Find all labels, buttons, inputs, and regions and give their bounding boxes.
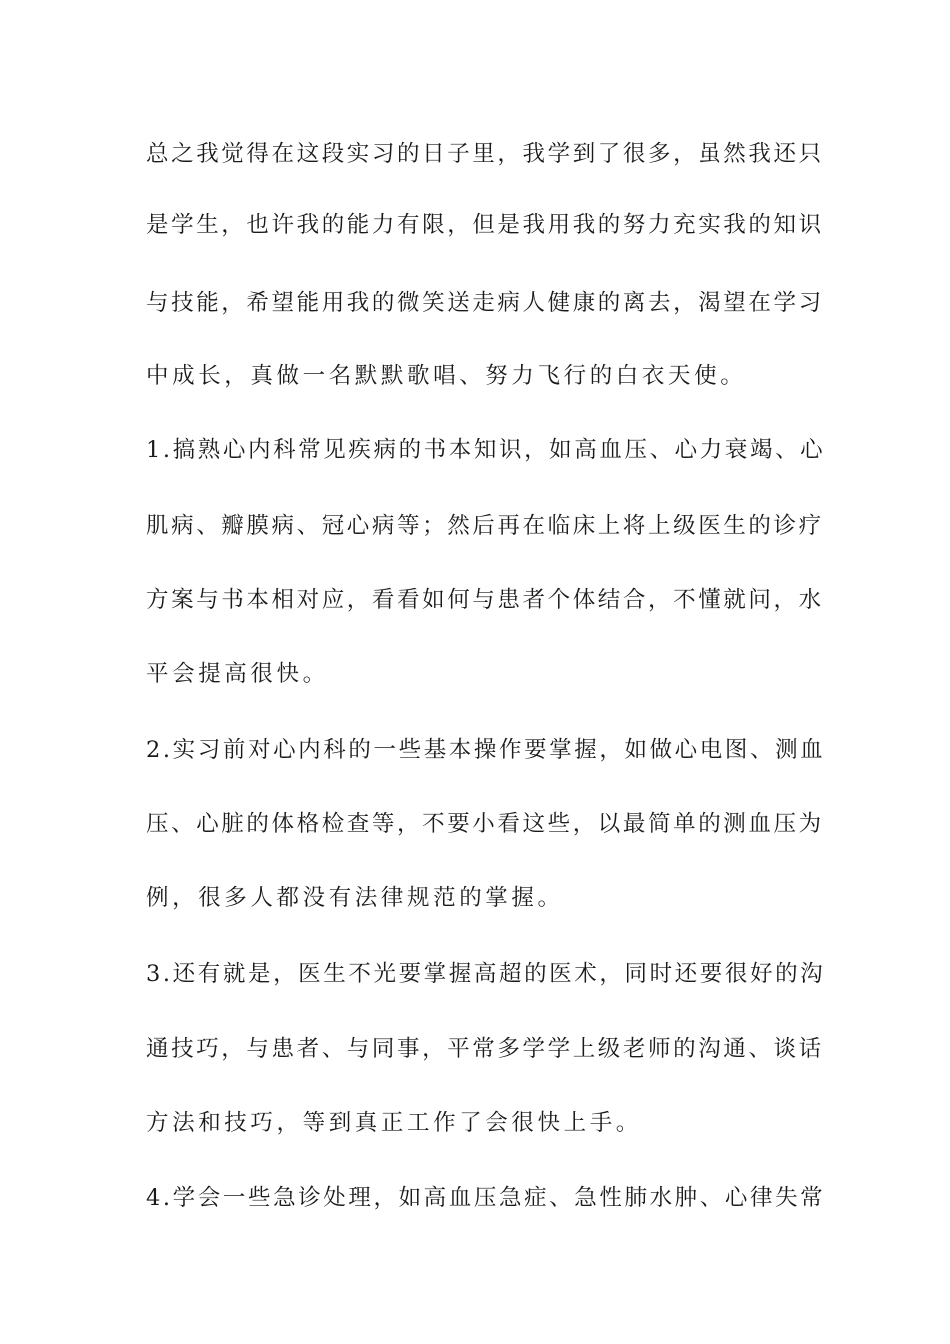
text-line: 3.还有就是，医生不光要掌握高超的医术，同时还要很好的沟 bbox=[146, 961, 826, 987]
text-line: 中成长，真做一名默默歌唱、努力飞行的白衣天使。 bbox=[146, 363, 747, 389]
text-line: 肌病、瓣膜病、冠心病等；然后再在临床上将上级医生的诊疗 bbox=[146, 513, 824, 539]
text-line: 平会提高很快。 bbox=[146, 661, 329, 687]
text-line: 压、心脏的体格检查等，不要小看这些，以最简单的测血压为 bbox=[146, 811, 824, 837]
text-line: 总之我觉得在这段实习的日子里，我学到了很多，虽然我还只 bbox=[146, 141, 824, 167]
text-line: 4.学会一些急诊处理，如高血压急症、急性肺水肿、心律失常 bbox=[146, 1185, 826, 1211]
text-line: 2.实习前对心内科的一些基本操作要掌握，如做心电图、测血 bbox=[146, 737, 826, 763]
text-line: 例，很多人都没有法律规范的掌握。 bbox=[146, 885, 564, 911]
text-line: 是学生，也许我的能力有限，但是我用我的努力充实我的知识 bbox=[146, 212, 824, 238]
text-line: 通技巧，与患者、与同事，平常多学学上级老师的沟通、谈话 bbox=[146, 1036, 824, 1062]
text-line: 1.搞熟心内科常见疾病的书本知识，如高血压、心力衰竭、心 bbox=[146, 437, 826, 463]
text-line: 方法和技巧，等到真正工作了会很快上手。 bbox=[146, 1110, 642, 1136]
text-line: 与技能，希望能用我的微笑送走病人健康的离去，渴望在学习 bbox=[146, 290, 824, 316]
text-line: 方案与书本相对应，看看如何与患者个体结合，不懂就问，水 bbox=[146, 587, 824, 613]
